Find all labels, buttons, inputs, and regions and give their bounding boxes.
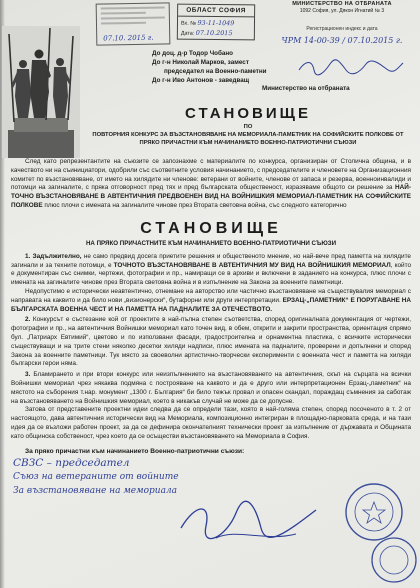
point-text: Бламирането и при втори конкурс или неизпълнението на възстановяването на автентичния, скъп на сърцата на всички Войнишки мемориал чрез някаква подмяна с построяване на каквото и да е друго или интерпретационен Ерзац-„паметник“ на мястото на съборения т.нар. монумент „1300 г. България“ би било тежък провал и опасен скандал, пораждащ съмнения за саботаж на възстановяването на Войнишкия мемориал, което в никакъв случай не може да се допусне. (11, 371, 411, 405)
statement-title-block (11, 219, 411, 248)
handwritten-signature (176, 498, 326, 548)
handwritten-resolution (296, 58, 406, 76)
title-subject-line: ПРЯКО ПРИЧАСТНИ КЪМ НАЧИНАНИЕТО ВОЕННО-ПАТРИОТИЧНИ СЪЮЗИ (139, 140, 357, 146)
round-seals (336, 480, 420, 586)
oblast-stamp-number-row (178, 17, 254, 28)
oblast-date-value: 07.10.2015 (195, 28, 233, 38)
point-emphasis: ТОЧНОТО ВЪЗСТАНОВЯВАНЕ В АВТЕНТИЧНИЯ МУ ВИД НА ВОЙНИШКИЯ МЕМОРИАЛ (113, 261, 391, 269)
oblast-number-value: 93-11-1049 (197, 18, 235, 28)
point-text: Конкурсът е състезание кой от проектите в най-пълна степен съответства, според оригиналната документация от чертежи, фотографии и пр., на автентичния Войнишки мемориал като точен вид, в обем, открити и закрити пространства, ориентация спрямо бул. „Патриарх Евтимий“, цветово и по използвани фасади, градостроителна и орнаментна пластика, с всичките исторически съществуващи и на трите стени няколко десетки хиляди надписи, плюс имената на падналите, проверени и допълнени и според Закона за военните паметници. Тук място за своеволни артистично-творчески експерименти с военната чест и паметта на хиляди български герои няма. (11, 316, 411, 368)
registry-stamp-date: 07.10. 2015 г. (103, 33, 154, 43)
handwritten-signatory-line: СВЗС – председател (13, 456, 130, 469)
addressee-list (152, 49, 302, 85)
oblast-stamp-date-row (178, 27, 254, 38)
ministry-registration-stamp (268, 1, 416, 53)
title-subject-line: ПОВТОРНИЯ КОНКУРС ЗА ВЪЗСТАНОВЯВАНЕ НА МЕМОРИАЛА-ПАМЕТНИК НА СОФИЙСКИТЕ ПОЛКОВЕ ОТ (92, 132, 404, 138)
stamp-print-line (101, 6, 165, 9)
point-3-paragraph (11, 371, 411, 406)
document-title-block (80, 104, 416, 147)
point-text: Недопустимо е исторически неавтентично, отнемане на авторство или частично възстановяване на съществувалия мемориал с направата на каквито и да било нови „визионерски“, бутафорни или други интерпретации. (11, 287, 411, 304)
point-number: 2. (25, 316, 31, 324)
addressee-line: До г-н Николай Марков, замест (152, 59, 249, 66)
document-body (11, 158, 411, 498)
point-emphasis: ЕРЗАЦ-„ПАМЕТНИК“ Е ПОРУГАВАНЕ НА БЪЛГАРСКАТА ВОЕННА ЧЕСТ И НА ПАМЕТТА НА ПАДНАЛИТЕ ЗА ОТЕЧЕСТВОТО. (11, 296, 411, 313)
addressee-organization: Министерство на отбраната (262, 85, 350, 92)
handwritten-signatory-line: За възстановяване на мемориала (13, 485, 178, 496)
point-1-paragraph (11, 253, 411, 288)
point-text: Затова от представените проектни идеи следва да се определи тази, която в най-голяма степен, според посоченото в т. 2 от настоящото, дава автентичния исторически вид на Мемориала, композиционно интегриран в площадно-парковата среда, и на тази идея да се възложи работен проект, за да се дефинира окончателният технически проект за изпълнение от държавата и Общината като общинска собственост, чрез което да се осъществи възстановяването на Мемориала в София. (11, 406, 411, 440)
addressee-line: До г-н Иво Антонов - заведващ (152, 77, 250, 84)
statement-title: СТАНОВИЩЕ (140, 219, 282, 237)
monument-illustration (2, 26, 80, 158)
stamp-print-line (101, 12, 146, 15)
registry-stamp (96, 2, 171, 45)
intro-emphasis: НАЙ-ТОЧНО ВЪЗСТАНОВЯВАНЕ В АВТЕНТИЧНИЯ ПРЕДВОЕНЕН ВИД НА ВОЙНИШКИЯ МЕМОРИАЛ-ПАМЕТНИК НА СОФИЙСКИТЕ ПОЛКОВЕ (11, 184, 411, 209)
oblast-number-label: Вх. № (180, 20, 197, 27)
stamp-print-line (101, 22, 146, 25)
point-text: , който е документиран със снимки, чертежи, фотографии и пр., намиращи се в архиви и включени в заданието на конкурса, плюс плочи с имената на загиналите чинове през Втората световна война и в изпълнение на Закона за военните паметници. (11, 261, 411, 287)
handwritten-signatory-line: Съюз на ветераните от войните (13, 471, 179, 482)
document-title: СТАНОВИЩЕ (185, 105, 311, 122)
signatures-heading: За пряко причастни към начинанието Военно-патриотични съюзи: (25, 447, 245, 455)
point-3-continuation (11, 406, 411, 441)
oblast-date-label: Дата: (180, 30, 195, 37)
seal-stamp (346, 484, 402, 540)
addressee-line: председател на Военно-паметни (164, 68, 267, 75)
ministry-address: 1092 София, ул. Дякон Игнатий № 3 (299, 8, 385, 14)
seal-stamp (372, 538, 416, 582)
point-1-continuation (11, 288, 411, 314)
point-2-paragraph (11, 316, 411, 369)
registration-index-value: ЧРМ 14-00-39 / 07.10.2015 г. (281, 36, 403, 45)
point-number: 1. Задължително, (25, 252, 82, 260)
stamp-print-line (101, 16, 165, 19)
oblast-stamp-title: ОБЛАСТ СОФИЯ (178, 5, 254, 18)
intro-paragraph (11, 158, 411, 211)
addressee-line: До доц. д-р Тодор Чобано (152, 50, 234, 57)
ministry-title: МИНИСТЕРСТВО НА ОТБРАНАТА (292, 1, 392, 7)
pedestal (8, 118, 74, 158)
point-number: 3. (25, 371, 31, 379)
statement-subtitle: НА ПРЯКО ПРИЧАСТНИТЕ КЪМ НАЧИНАНИЕТО ВОЕННО-ПАТРИОТИЧНИ СЪЮЗИ (85, 239, 337, 247)
intro-text: След като репрезентантите на съюзите се запознахме с материалите по конкурса, организиран от Столична община, и в качеството ни на съинициатори, одобрили със съответните условия начинанието, с председателите и членовете на Организационния комитет по възстановяване, от името на хилядите ни членове: ветерани от войните, членове от запаса и резерва, военноинвалиди и потомци на загиналите, с пряка отговорност пред тях и пред българската общественост, изразяваме общото си решение за (11, 158, 411, 192)
intro-text-end: плюс плочи с имената на загиналите чинове през Втората световна война, със следното категорично (42, 201, 347, 209)
oblast-sofia-stamp (177, 4, 255, 41)
point-text: не само предвид досега приетите решения и общественото мнение, но най-вече пред паметта на хилядите загинали и за техните потомци, е (11, 252, 411, 269)
registration-index-label: Регистрационен индекс и дата (306, 26, 378, 32)
title-preposition: ПО (243, 124, 253, 130)
